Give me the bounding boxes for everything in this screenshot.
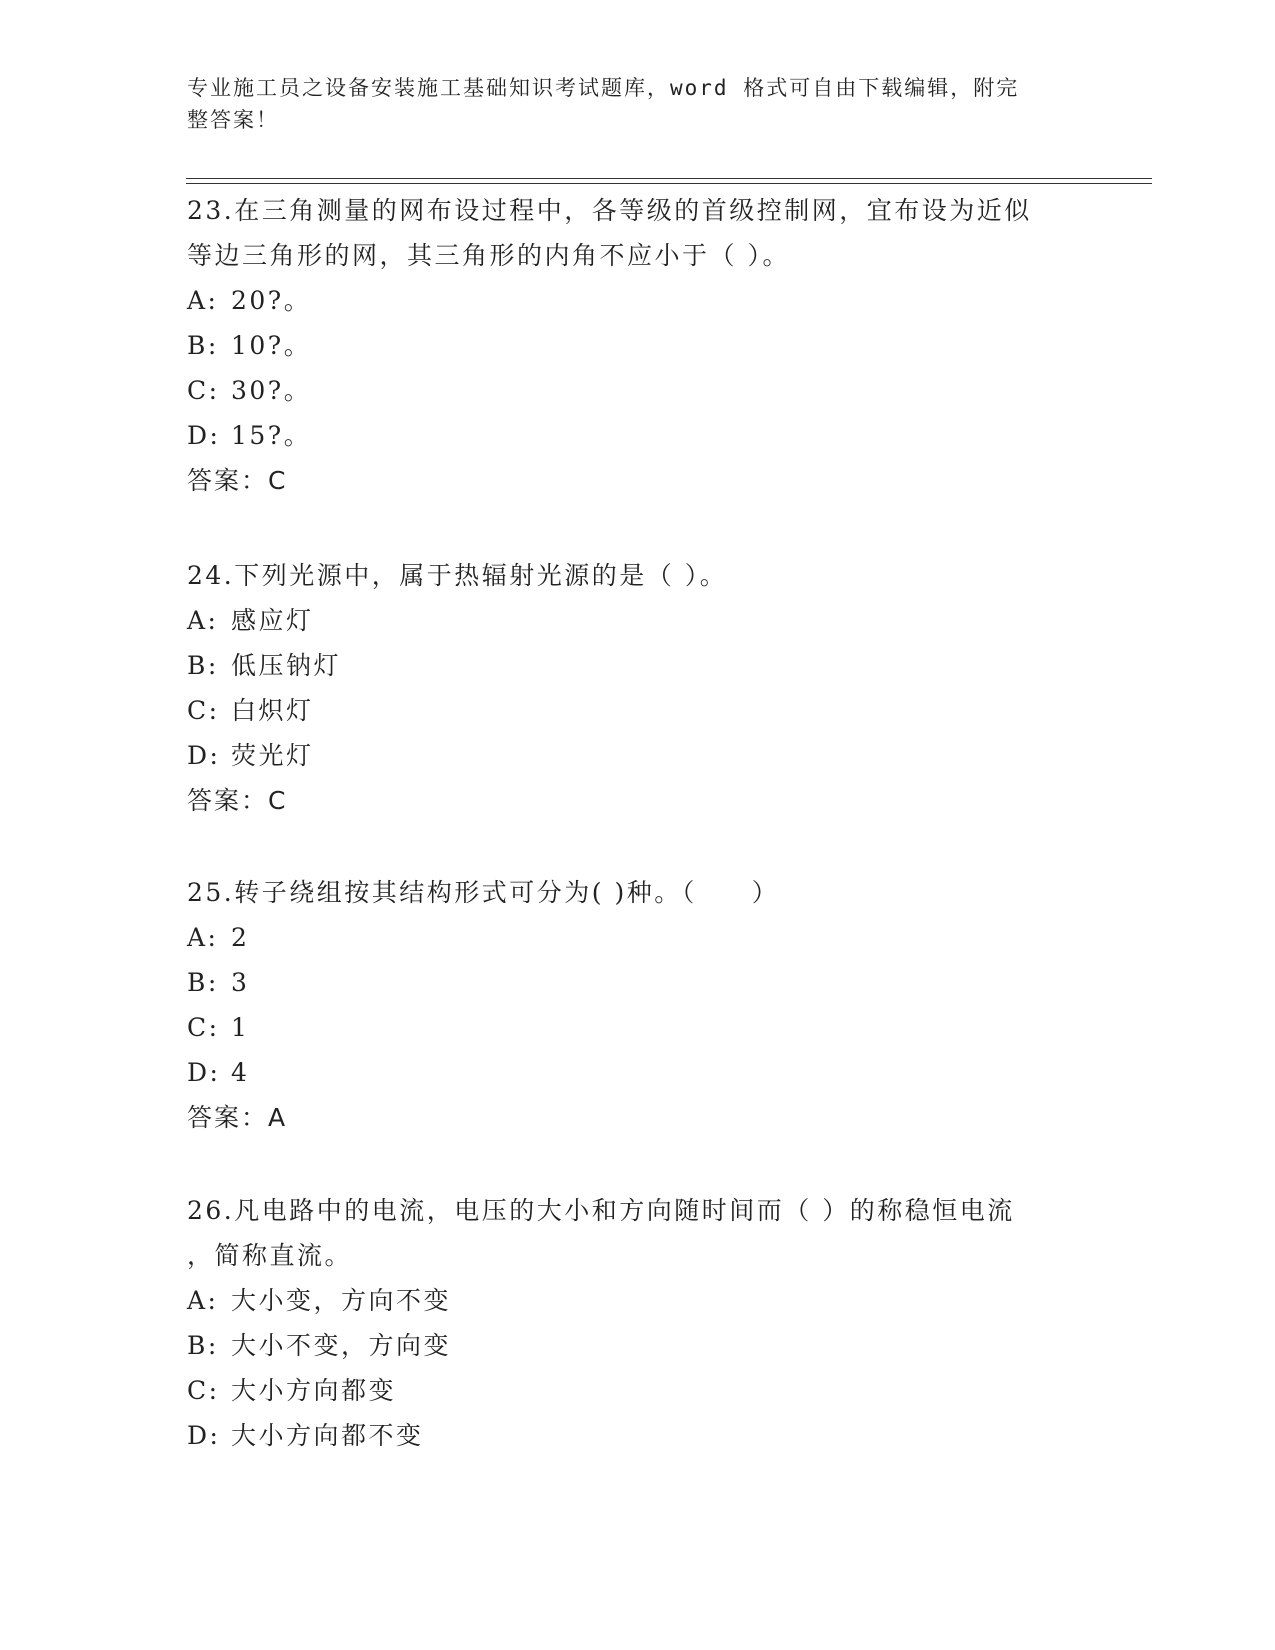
option-letter: B: <box>187 1331 219 1360</box>
question-25 <box>187 870 1067 1140</box>
question-26 <box>187 1188 1067 1458</box>
option-letter: A: <box>187 923 219 952</box>
option-d <box>187 413 1067 458</box>
option-text: 3 <box>231 968 250 997</box>
header-line-1: 专业施工员之设备安装施工基础知识考试题库，word 格式可自由下载编辑，附完 <box>187 76 1020 100</box>
question-stem-line: 25.转子绕组按其结构形式可分为( )种。（ ） <box>187 878 780 907</box>
option-letter: A: <box>187 1286 219 1315</box>
option-letter: C: <box>187 696 220 725</box>
option-text: 荧光灯 <box>231 741 314 770</box>
option-d <box>187 733 1067 778</box>
option-letter: D: <box>187 741 221 770</box>
option-text: 15?。 <box>231 421 312 450</box>
question-stem-line: ，简称直流。 <box>187 1241 353 1270</box>
option-a <box>187 598 1067 643</box>
option-text: 低压钠灯 <box>231 651 342 680</box>
option-a <box>187 278 1067 323</box>
option-letter: B: <box>187 651 219 680</box>
header-line-2: 整答案！ <box>187 108 279 132</box>
option-text: 10?。 <box>231 331 312 360</box>
option-a <box>187 915 1067 960</box>
option-text: 大小不变，方向变 <box>231 1331 452 1360</box>
option-b <box>187 960 1067 1005</box>
document-header <box>187 72 1067 136</box>
option-letter: C: <box>187 376 220 405</box>
answer-line: 答案：A <box>187 1103 288 1132</box>
option-c <box>187 1368 1067 1413</box>
option-c <box>187 368 1067 413</box>
option-text: 大小方向都不变 <box>231 1421 424 1450</box>
option-a <box>187 1278 1067 1323</box>
option-c <box>187 688 1067 733</box>
option-text: 大小变，方向不变 <box>231 1286 452 1315</box>
option-text: 2 <box>231 923 250 952</box>
option-letter: C: <box>187 1013 220 1042</box>
question-23 <box>187 188 1067 503</box>
option-b <box>187 323 1067 368</box>
question-stem-line: 23.在三角测量的网布设过程中，各等级的首级控制网，宜布设为近似 <box>187 196 1032 225</box>
option-letter: B: <box>187 331 219 360</box>
option-c <box>187 1005 1067 1050</box>
question-stem-line: 24.下列光源中，属于热辐射光源的是（ ）。 <box>187 561 728 590</box>
option-letter: D: <box>187 421 221 450</box>
option-text: 20?。 <box>231 286 312 315</box>
question-stem-line: 等边三角形的网，其三角形的内角不应小于（ ）。 <box>187 241 790 270</box>
answer-line: 答案：C <box>187 786 288 815</box>
option-text: 30?。 <box>231 376 312 405</box>
option-letter: D: <box>187 1058 221 1087</box>
option-text: 1 <box>231 1013 250 1042</box>
option-text: 4 <box>231 1058 250 1087</box>
option-b <box>187 1323 1067 1368</box>
answer-line: 答案：C <box>187 466 288 495</box>
option-d <box>187 1413 1067 1458</box>
question-24 <box>187 553 1067 823</box>
option-text: 感应灯 <box>231 606 314 635</box>
option-letter: B: <box>187 968 219 997</box>
option-text: 白炽灯 <box>231 696 314 725</box>
option-text: 大小方向都变 <box>231 1376 397 1405</box>
option-letter: A: <box>187 286 219 315</box>
question-stem-line: 26.凡电路中的电流，电压的大小和方向随时间而（ ）的称稳恒电流 <box>187 1196 1015 1225</box>
option-letter: A: <box>187 606 219 635</box>
option-d <box>187 1050 1067 1095</box>
header-divider-bottom <box>186 183 1152 184</box>
header-divider-top <box>186 178 1152 179</box>
option-letter: D: <box>187 1421 221 1450</box>
option-letter: C: <box>187 1376 220 1405</box>
option-b <box>187 643 1067 688</box>
